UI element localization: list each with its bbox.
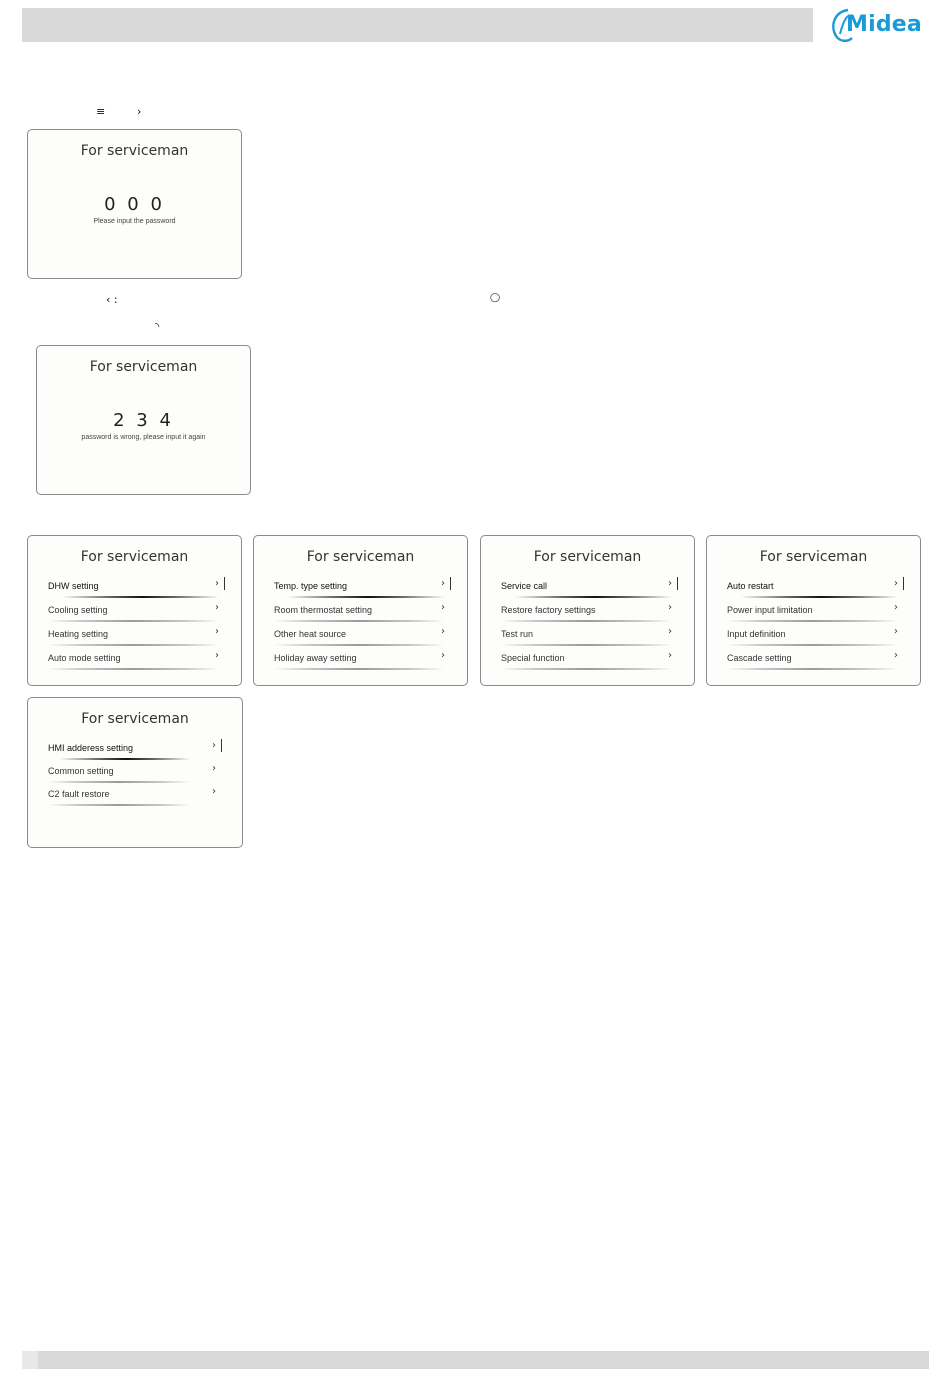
menu-item-label: Service call (501, 581, 548, 591)
midea-logo-text: Midea (846, 12, 922, 37)
serviceman-menu-page-3 (480, 535, 695, 686)
menu-item-label: Common setting (48, 766, 114, 776)
chevron-right-icon: › (894, 578, 898, 589)
menu-item-label: Other heat source (274, 629, 347, 639)
menu-divider (48, 804, 190, 806)
menu-item-holiday-away-setting[interactable] (274, 649, 445, 671)
menu-divider (48, 620, 219, 622)
menu-item-label: DHW setting (48, 581, 99, 591)
menu-item-label: Auto restart (727, 581, 774, 591)
screen-title: For serviceman (759, 549, 868, 565)
left-right-arrow-icon: ‹ : (106, 293, 118, 306)
chevron-right-icon: › (668, 602, 672, 613)
menu-icon: ≡ (96, 105, 106, 118)
footer-bar (22, 1351, 929, 1369)
menu-item-restore-factory-settings[interactable] (501, 601, 672, 623)
menu-item-auto-restart[interactable] (727, 577, 898, 599)
menu-divider (48, 644, 219, 646)
menu-item-power-input-limitation[interactable] (727, 601, 898, 623)
serviceman-menu-page-2 (253, 535, 468, 686)
chevron-right-icon: › (441, 626, 445, 637)
menu-item-label: Room thermostat setting (274, 605, 373, 615)
menu-divider (274, 620, 445, 622)
password-entry-screen (27, 129, 242, 279)
screen-title: For serviceman (306, 549, 415, 565)
menu-item-c2-fault-restore[interactable] (48, 785, 216, 807)
footer-page-mark (22, 1351, 38, 1369)
chevron-right-icon: › (668, 650, 672, 661)
menu-item-label: Temp. type setting (274, 581, 348, 591)
serviceman-menu-page-1 (27, 535, 242, 686)
chevron-right-icon: › (215, 626, 219, 637)
chevron-right-icon: › (441, 650, 445, 661)
password-digits[interactable]: 2 3 4 (113, 410, 174, 431)
menu-item-special-function[interactable] (501, 649, 672, 671)
chevron-right-icon: › (212, 740, 216, 751)
menu-divider (727, 596, 898, 598)
menu-item-common-setting[interactable] (48, 762, 216, 784)
right-arrow-icon: › (137, 105, 142, 118)
menu-item-label: Auto mode setting (48, 653, 121, 663)
menu-divider (274, 596, 445, 598)
chevron-right-icon: › (441, 602, 445, 613)
menu-item-other-heat-source[interactable] (274, 625, 445, 647)
menu-item-label: C2 fault restore (48, 789, 110, 799)
password-hint: Please input the password (93, 218, 176, 225)
menu-divider (727, 620, 898, 622)
chevron-right-icon: › (215, 602, 219, 613)
menu-item-service-call[interactable] (501, 577, 672, 599)
menu-divider (48, 758, 190, 760)
up-down-arrow-icon: ◯ (490, 293, 501, 303)
menu-item-label: Heating setting (48, 629, 109, 639)
scroll-indicator (221, 739, 222, 752)
chevron-right-icon: › (212, 763, 216, 774)
menu-divider (727, 644, 898, 646)
password-digits[interactable]: 0 0 0 (104, 194, 165, 215)
menu-divider (48, 668, 219, 670)
scroll-indicator (224, 577, 225, 590)
menu-item-cascade-setting[interactable] (727, 649, 898, 671)
chevron-right-icon: › (894, 626, 898, 637)
menu-item-cooling-setting[interactable] (48, 601, 219, 623)
screen-title: For serviceman (80, 143, 189, 159)
menu-divider (274, 668, 445, 670)
menu-item-hmi-address-setting[interactable] (48, 739, 216, 761)
menu-item-heating-setting[interactable] (48, 625, 219, 647)
menu-divider (48, 596, 219, 598)
scroll-indicator (677, 577, 678, 590)
menu-item-temp-type-setting[interactable] (274, 577, 445, 599)
header-bar (22, 8, 813, 42)
chevron-right-icon: › (441, 578, 445, 589)
menu-divider (501, 620, 672, 622)
menu-item-room-thermostat-setting[interactable] (274, 601, 445, 623)
menu-item-dhw-setting[interactable] (48, 577, 219, 599)
menu-divider (501, 644, 672, 646)
chevron-right-icon: › (215, 650, 219, 661)
scroll-indicator (450, 577, 451, 590)
menu-item-test-run[interactable] (501, 625, 672, 647)
menu-divider (727, 668, 898, 670)
chevron-right-icon: › (668, 578, 672, 589)
menu-divider (274, 644, 445, 646)
serviceman-menu-page-5 (27, 697, 243, 848)
menu-item-label: Power input limitation (727, 605, 813, 615)
menu-item-auto-mode-setting[interactable] (48, 649, 219, 671)
menu-item-label: HMI adderess setting (48, 743, 134, 753)
scroll-indicator (903, 577, 904, 590)
menu-item-label: Test run (501, 629, 534, 639)
menu-item-label: Cooling setting (48, 605, 108, 615)
screen-title: For serviceman (533, 549, 642, 565)
screen-title: For serviceman (81, 711, 189, 727)
menu-item-label: Holiday away setting (274, 653, 357, 663)
chevron-right-icon: › (212, 786, 216, 797)
serviceman-menu-page-4 (706, 535, 921, 686)
menu-item-label: Restore factory settings (501, 605, 596, 615)
screen-title: For serviceman (89, 359, 198, 375)
chevron-right-icon: › (215, 578, 219, 589)
menu-item-label: Cascade setting (727, 653, 792, 663)
password-error-hint: password is wrong, please input it again (81, 434, 206, 441)
menu-divider (501, 596, 672, 598)
chevron-right-icon: › (894, 602, 898, 613)
menu-item-input-definition[interactable] (727, 625, 898, 647)
chevron-right-icon: › (668, 626, 672, 637)
menu-divider (48, 781, 190, 783)
menu-divider (501, 668, 672, 670)
back-icon: ◝ (155, 320, 160, 333)
chevron-right-icon: › (894, 650, 898, 661)
menu-item-label: Input definition (727, 629, 786, 639)
password-wrong-screen (36, 345, 251, 495)
screen-title: For serviceman (80, 549, 189, 565)
menu-item-label: Special function (501, 653, 565, 663)
